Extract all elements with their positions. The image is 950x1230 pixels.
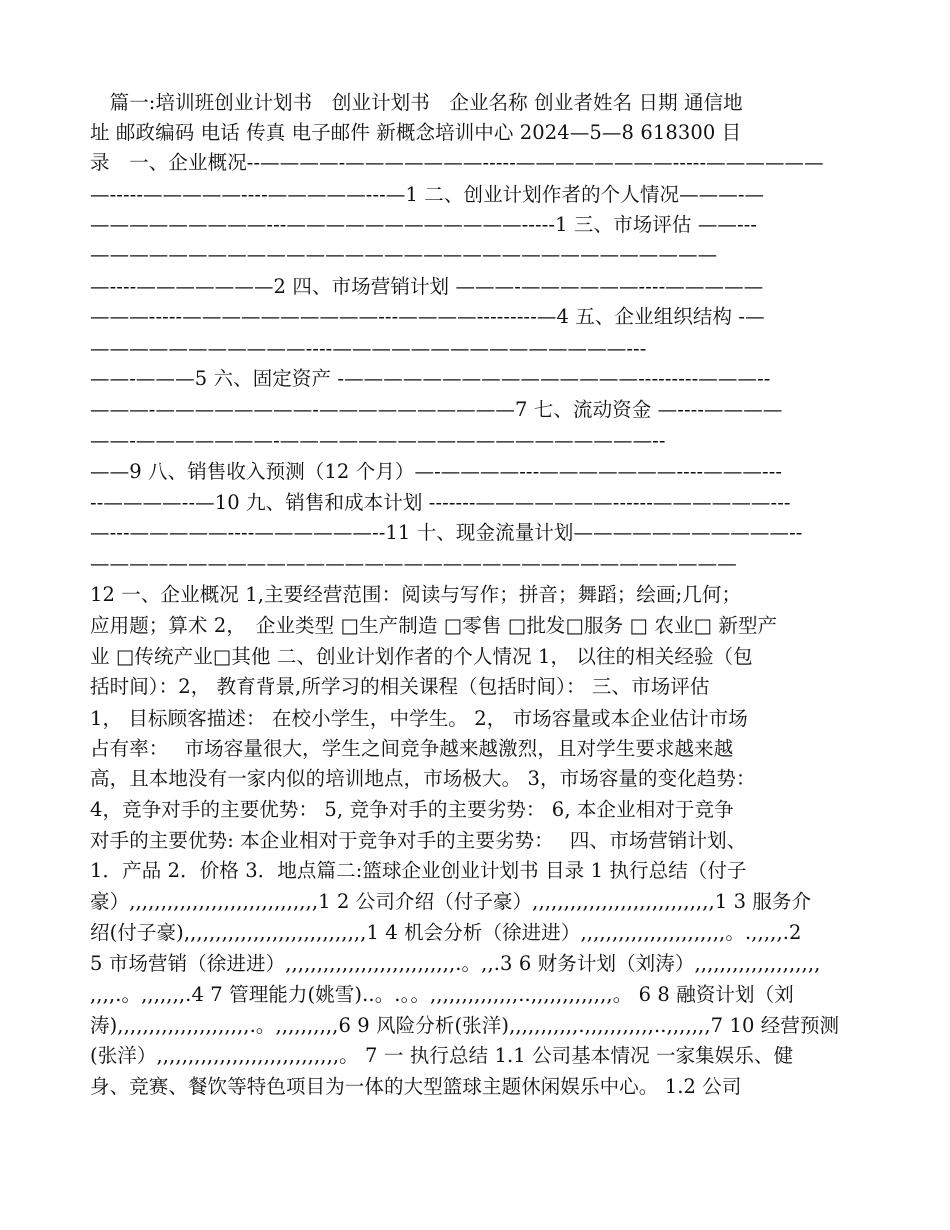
text-line: ———-----——————————---————---------—4 五、企业组织结构 -— bbox=[90, 305, 765, 328]
text-line: --————--—10 九、销售和成本计划 -------———————------——————--- bbox=[90, 491, 791, 514]
text-line: 业 □传统产业□其他 二、创业计划作者的个人情况 1， 以往的相关经验（包 bbox=[90, 645, 753, 668]
text-line: ———————————————————————————————— bbox=[90, 243, 718, 266]
text-line: ——-———5 六、固定资产 -———————————————---------———-- bbox=[90, 367, 771, 390]
text-line: —----———————2 四、市场营销计划 ———-——————----————— bbox=[90, 275, 764, 298]
text-line: 5 市场营销（徐进进）,,,,,,,,,,,,,,,,,,,,,,,,,,,.。,,.3 6 财务计划（刘涛）,,,,,,,,,,,,,,,,,,,, bbox=[90, 952, 821, 975]
text-line: 篇一:培训班创业计划书 创业计划书 企业名称 创业者姓名 日期 通信地 bbox=[90, 91, 743, 114]
text-line: 高，且本地没有一家内似的培训地点，市场极大。 3，市场容量的变化趋势： bbox=[90, 767, 756, 790]
text-line: —-----—————----—————---—1 二、创业计划作者的个人情况———-— bbox=[90, 183, 765, 206]
text-line: —---—————----——————--11 十、现金流量计划———————————-- bbox=[90, 521, 803, 544]
text-line: 对手的主要优势: 本企业相对于竞争对手的主要劣势： 四、市场营销计划、 bbox=[90, 829, 747, 852]
text-line: ———-————————-——————————7 七、流动资金 —----———— bbox=[90, 398, 783, 421]
text-line: 括时间）：2， 教育背景,所学习的相关课程（包括时间）： 三、市场评估 bbox=[90, 675, 710, 698]
text-line: 身、竞赛、餐饮等特色项目为一体的大型篮球主题休闲娱乐中心。 1.2 公司 bbox=[90, 1075, 742, 1098]
text-line: ———————————----———————————————--- bbox=[90, 337, 647, 360]
text-line: ——-———————-———————————————————-- bbox=[90, 429, 666, 452]
text-line: 涛),,,,,,,,,,,,,,,,,,,,,.。,,,,,,,,,,6 9 风险分析(张洋),,,,,,,,,,,.,,,,,,,,,,,..,,,,,,,7 10 经营预测 bbox=[90, 1014, 840, 1037]
text-line: —————————---————————————-----1 三、市场评估 ——--- bbox=[90, 213, 758, 236]
text-line: 1．产品 2．价格 3．地点篇二:篮球企业创业计划书 目录 1 执行总结（付子 bbox=[90, 859, 747, 882]
text-line: ——9 八、销售收入预测（12 个月）—-————---———————----———--- bbox=[90, 460, 783, 483]
text-line: 录 一、企业概况--————-———————-----————————-----—————— bbox=[90, 151, 824, 174]
text-line: 12 一、企业概况 1,主要经营范围：阅读与写作；拼音；舞蹈；绘画;几何； bbox=[90, 583, 742, 606]
text-line: 占有率： 市场容量很大，学生之间竞争越来越激烈，且对学生要求越来越 bbox=[90, 737, 734, 760]
text-line: 绍(付子豪),,,,,,,,,,,,,,,,,,,,,,,,,,,,,1 4 机会分析（徐进进）,,,,,,,,,,,,,,,,,,,,,,,。.,,,,,.2 bbox=[90, 921, 802, 944]
text-line: (张洋）,,,,,,,,,,,,,,,,,,,,,,,,,,,,,。 7 一 执行总结 1.1 公司基本情况 一家集娱乐、健 bbox=[90, 1044, 794, 1067]
text-line: 4，竞争对手的主要优势： 5, 竞争对手的主要劣势： 6, 本企业相对于竞争 bbox=[90, 798, 734, 821]
text-line: 应用题；算术 2， 企业类型 □生产制造 □零售 □批发□服务 □ 农业□ 新型产 bbox=[90, 614, 778, 637]
text-line: ————————————————————————————————— bbox=[90, 552, 737, 575]
text-line: ,,,,.。,,,,,,,.4 7 管理能力(姚雪)..。.。。,,,,,,,,,,,,,,..,,,,,,,,,,,,,。 6 8 融资计划（刘 bbox=[90, 983, 794, 1006]
text-line: 1， 目标顾客描述： 在校小学生，中学生。 2， 市场容量或本企业估计市场 bbox=[90, 707, 748, 730]
text-line: 址 邮政编码 电话 传真 电子邮件 新概念培训中心 2024—5—8 618300 目 bbox=[90, 121, 742, 144]
text-line: 豪）,,,,,,,,,,,,,,,,,,,,,,,,,,,,,,1 2 公司介绍（付子豪）,,,,,,,,,,,,,,,,,,,,,,,,,,,,,1 3 服务介 bbox=[90, 890, 812, 913]
